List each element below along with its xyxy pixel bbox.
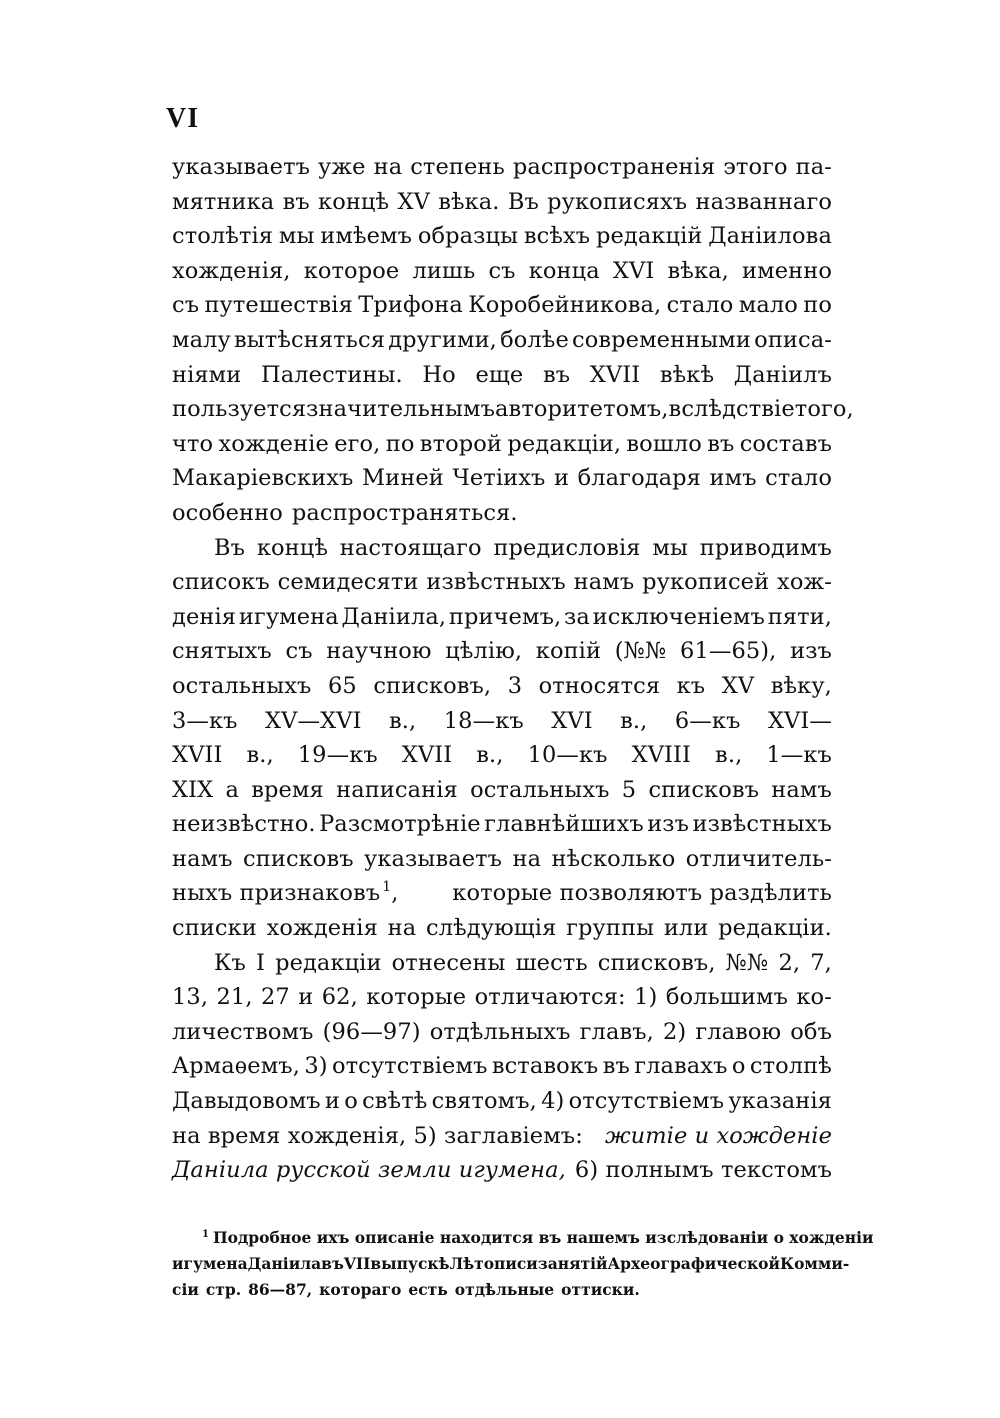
text-line: столѣтія мы имѣемъ образцы всѣхъ редакцій Даніилова — [172, 223, 832, 250]
footnote — [172, 1225, 874, 1303]
text-line: 13, 21, 27 и 62, которые отличаются: 1) большимъ ко- — [172, 984, 832, 1011]
text-line: пользуется значительнымъ авторитетомъ, вслѣдствіе того, — [172, 396, 854, 423]
text-line: Армаѳемъ, 3) отсутствіемъ вставокъ въ главахъ о столпѣ — [172, 1053, 832, 1080]
text-segment: которые позволяютъ раздѣлить — [452, 880, 832, 907]
text-segment: на время хожденія, 5) заглавіемъ: — [172, 1122, 583, 1149]
footnote-mark: 1 — [202, 1229, 209, 1240]
text-line: списки хожденія на слѣдующія группы или редакціи. — [172, 915, 832, 942]
text-segment: ныхъ признаковъ $^1$, — [172, 879, 399, 907]
footnote-line: игумена Даніила въ VII выпускѣ Лѣтописи занятій Археографической Комми- — [172, 1254, 850, 1273]
text-line: остальныхъ 65 списковъ, 3 относятся къ XV вѣку, — [172, 672, 832, 699]
text-line — [172, 1119, 832, 1154]
text-line: XVII в., 19—къ XVII в., 10—къ XVIII в., 1—къ — [172, 742, 832, 769]
text-line-with-footnote-ref — [172, 876, 832, 911]
text-line: особенно распространяться. — [172, 499, 518, 526]
footnote-segment: $^1$ Подробное ихъ описаніе находится въ нашемъ изслѣдованіи о хожденіи — [202, 1228, 874, 1247]
italic-title-segment: Даніила русской земли игумена, — [172, 1157, 566, 1184]
text-line: снятыхъ съ научною цѣлію, копій (№№ 61—65), изъ — [172, 638, 832, 665]
text-line: ніями Палестины. Но еще въ XVII вѣкѣ Даніилъ — [172, 361, 832, 388]
text-line: личествомъ (96—97) отдѣльныхъ главъ, 2) главою объ — [172, 1018, 832, 1045]
footnote-line: сіи стр. 86—87, котораго есть отдѣльные оттиски. — [172, 1280, 640, 1299]
page-number: VI — [166, 103, 200, 134]
text-line: денія игумена Даніила, причемъ, за исключеніемъ пяти, — [172, 603, 832, 630]
text-line: мятника въ концѣ XV вѣка. Въ рукописяхъ названнаго — [172, 188, 832, 215]
text-line: Давыдовомъ и о свѣтѣ святомъ, 4) отсутствіемъ указанія — [172, 1088, 832, 1115]
text-line: малу вытѣсняться другими, болѣе современными описа- — [172, 326, 832, 353]
footnote-line — [172, 1225, 874, 1251]
text-segment: 6) полнымъ текстомъ — [574, 1157, 832, 1184]
text-line: намъ списковъ указываетъ на нѣсколько отличитель- — [172, 845, 832, 872]
text-line: списокъ семидесяти извѣстныхъ намъ рукописей хож- — [172, 569, 832, 596]
text-line: что хожденіе его, по второй редакціи, вошло въ составъ — [172, 430, 832, 457]
footnote-reference: 1 — [382, 879, 392, 896]
text-line: съ путешествія Трифона Коробейникова, стало мало по — [172, 292, 832, 319]
italic-title-segment: житіе и хожденіе — [604, 1122, 832, 1149]
text-line: хожденія, которое лишь съ конца XVI вѣка, именно — [172, 257, 832, 284]
text-line: Макаріевскихъ Миней Четіихъ и благодаря имъ стало — [172, 465, 832, 492]
text-line: указываетъ уже на степень распространенія этого па- — [172, 154, 832, 180]
text-line: 3—къ XV—XVI в., 18—къ XVI в., 6—къ XVI— — [172, 707, 832, 734]
body-text — [172, 150, 854, 1188]
text-line — [172, 1153, 832, 1188]
text-line: XIX а время написанія остальныхъ 5 списковъ намъ — [172, 776, 832, 803]
text-line: неизвѣстно. Разсмотрѣніе главнѣйшихъ изъ извѣстныхъ — [172, 811, 832, 838]
text-line: Къ I редакціи отнесены шесть списковъ, №№ 2, 7, — [214, 949, 832, 976]
text-line: Въ концѣ настоящаго предисловія мы приводимъ — [214, 534, 832, 561]
